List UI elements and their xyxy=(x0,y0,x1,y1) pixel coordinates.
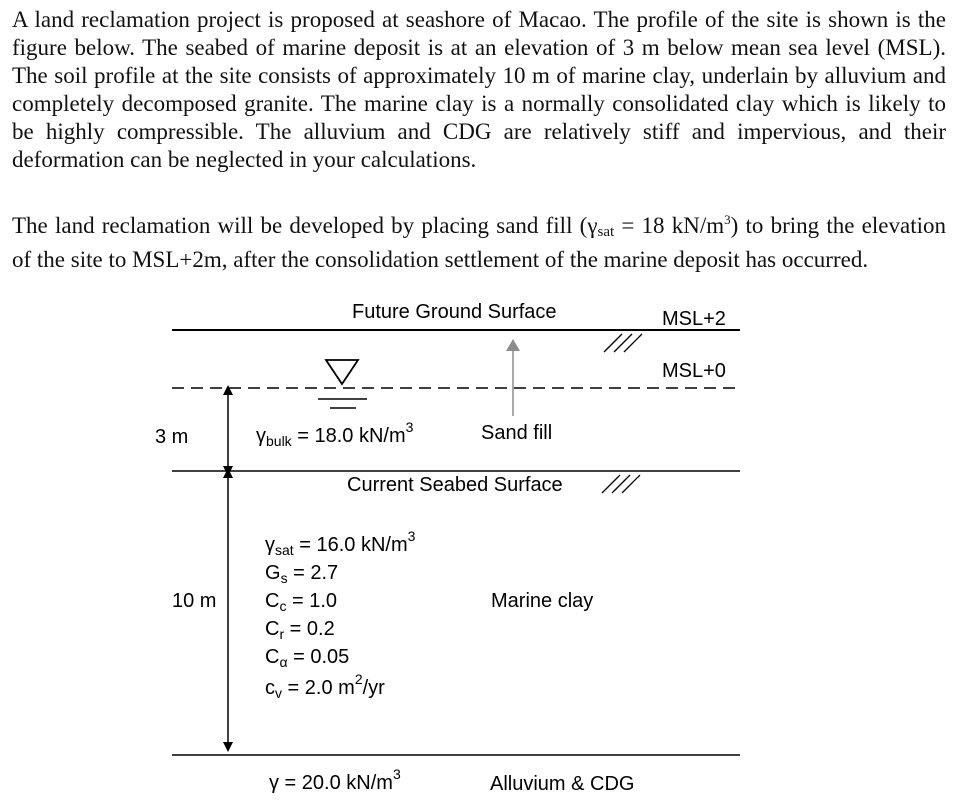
paragraph-1-text: A land reclamation project is proposed at seashore of Macao. The profile of the site is shown is the figure below. The seabed of marine deposit is at an elevation of 3 m below mean sea level (MSL). The soil profile at the site consists of approximately 10 m of marine clay, underlain by alluvium and completely decomposed granite. The marine clay is a normally consolidated clay which is likely to be highly compressible. The alluvium and CDG are relatively stiff and impervious, and their deformation can be neglected in your calculations. xyxy=(12,7,946,172)
gamma-bulk-symbol: γ xyxy=(256,425,266,447)
dimension-3m-label: 3 m xyxy=(155,426,189,448)
cv-exponent: 2 xyxy=(354,671,363,687)
ground-hatch-top-icon xyxy=(604,334,642,352)
cr-value: = 0.2 xyxy=(284,618,335,640)
alluvium-gamma-exponent: 3 xyxy=(392,766,401,782)
paragraph-2-text-start: The land reclamation will be developed by placing sand fill ( xyxy=(12,213,588,238)
paragraph-2-gamma-symbol: γ xyxy=(587,213,598,238)
cc-value: = 1.0 xyxy=(286,590,338,612)
calpha-subscript: α xyxy=(279,654,288,670)
alluvium-unit-weight xyxy=(269,766,401,794)
calpha-value: = 0.05 xyxy=(287,646,350,668)
msl-plus0-label: MSL+0 xyxy=(662,360,726,382)
cr-subscript: r xyxy=(279,626,285,642)
recompression-index-property xyxy=(265,618,335,642)
gamma-bulk-value: = 18.0 kN/m xyxy=(291,425,406,447)
ground-hatch-seabed-icon xyxy=(602,475,640,493)
cr-symbol: C xyxy=(265,618,280,640)
alluvium-gamma-symbol: γ xyxy=(269,772,279,794)
specific-gravity-property xyxy=(265,562,338,586)
gamma-sat-exponent: 3 xyxy=(407,528,416,544)
alluvium-label: Alluvium & CDG xyxy=(490,773,635,795)
paragraph-2-unit-weight: = 18 kN/m xyxy=(614,213,725,238)
consolidation-coefficient-property xyxy=(265,671,385,701)
paragraph-2-exponent: 3 xyxy=(724,212,731,227)
dimension-10m-label: 10 m xyxy=(172,590,217,612)
sand-fill-label: Sand fill xyxy=(481,422,553,444)
gs-symbol: G xyxy=(265,562,281,584)
cv-value: = 2.0 m xyxy=(282,677,355,699)
gamma-sat-value: = 16.0 kN/m xyxy=(293,534,408,556)
sand-fill-unit-weight xyxy=(256,419,414,449)
calpha-symbol: C xyxy=(265,646,280,668)
compression-index-property xyxy=(265,590,337,614)
cc-symbol: C xyxy=(265,590,280,612)
current-seabed-label: Current Seabed Surface xyxy=(347,474,563,496)
gamma-sat-symbol: γ xyxy=(265,534,275,556)
cv-symbol: c xyxy=(265,677,275,699)
gamma-bulk-subscript: bulk xyxy=(266,433,292,449)
paragraph-2-gamma-subscript: sat xyxy=(597,224,615,240)
gs-value: = 2.7 xyxy=(287,562,339,584)
paragraph-2-text-end: ) to bring the elevation of the site to MSL+2m, after the consolidation settlement of the marine deposit has occurred. xyxy=(12,213,946,272)
gs-subscript: s xyxy=(280,570,288,586)
future-ground-surface-label: Future Ground Surface xyxy=(352,301,557,323)
cv-unit-tail: /yr xyxy=(362,677,385,699)
marine-clay-properties xyxy=(265,528,416,701)
msl-plus2-label: MSL+2 xyxy=(662,308,726,330)
alluvium-gamma-value: = 20.0 kN/m xyxy=(279,772,393,794)
cc-subscript: c xyxy=(279,598,287,614)
marine-clay-label: Marine clay xyxy=(491,590,594,612)
gamma-sat-subscript: sat xyxy=(275,542,294,558)
gamma-bulk-exponent: 3 xyxy=(405,419,414,435)
secondary-compression-property xyxy=(265,646,349,670)
water-level-icon xyxy=(318,360,367,408)
gamma-sat-property xyxy=(265,528,416,558)
cv-subscript: v xyxy=(275,685,282,701)
